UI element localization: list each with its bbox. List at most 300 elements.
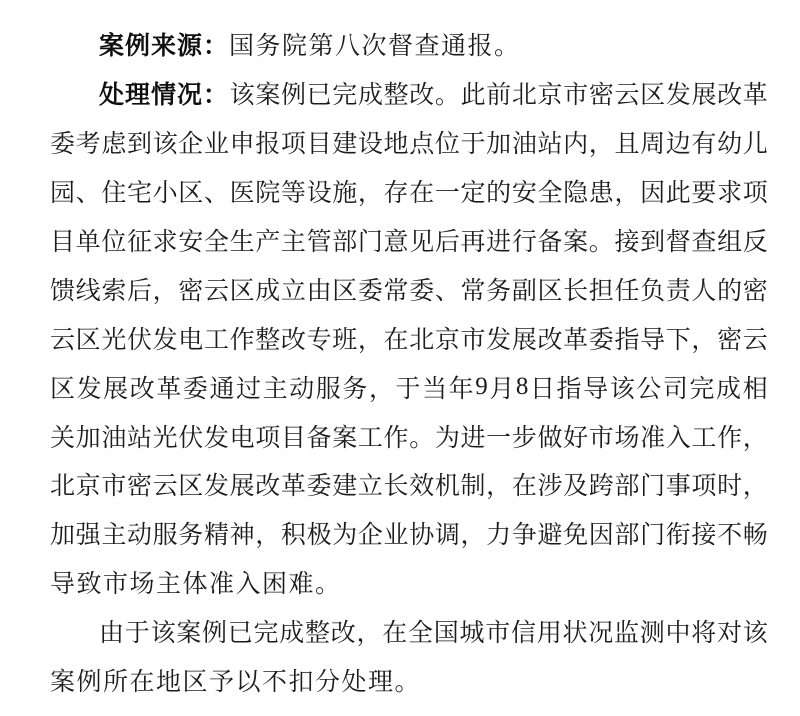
text-char: ， bbox=[742, 473, 768, 501]
text-char: 神 bbox=[229, 522, 255, 550]
text-char: 发 bbox=[203, 424, 229, 452]
text-char: 极 bbox=[306, 522, 332, 550]
text-char: 密 bbox=[588, 82, 614, 110]
text-char: 例 bbox=[280, 82, 306, 110]
text-char: 区 bbox=[75, 326, 101, 354]
text-char: 患 bbox=[588, 180, 614, 208]
text-char: 位 bbox=[434, 131, 460, 159]
text-char: 。 bbox=[588, 229, 614, 256]
text-char: 发 bbox=[486, 326, 512, 354]
text-char: 成 bbox=[279, 620, 305, 648]
text-char: 设 bbox=[357, 131, 383, 159]
text-char: 站 bbox=[537, 131, 563, 159]
text-char: 作 bbox=[229, 326, 255, 354]
text-char: 安 bbox=[511, 180, 537, 208]
text-char: 医 bbox=[229, 180, 255, 208]
paragraph-label: 处理情况： bbox=[99, 81, 230, 110]
text-run: 导致市场主体准入困难。 bbox=[50, 571, 342, 599]
text-char: 9 bbox=[475, 372, 488, 400]
text-char: 电 bbox=[178, 326, 204, 354]
text-char: 主 bbox=[101, 522, 127, 550]
text-char: 全 bbox=[203, 229, 229, 256]
text-char: ， bbox=[614, 180, 640, 208]
text-char: 线 bbox=[75, 277, 101, 305]
text-char: 加 bbox=[50, 522, 76, 550]
text-char: 主 bbox=[280, 229, 306, 256]
text-char: 意 bbox=[383, 229, 409, 256]
text-char: 儿 bbox=[742, 131, 768, 159]
text-char: 在 bbox=[383, 326, 409, 354]
text-char: 该 bbox=[229, 82, 255, 110]
text-char: 跨 bbox=[588, 473, 614, 501]
text-char: 于 bbox=[395, 375, 421, 403]
text-char: 工 bbox=[691, 424, 717, 452]
text-char: 加 bbox=[75, 424, 101, 452]
text-char: 市 bbox=[563, 82, 589, 110]
text-char: 云 bbox=[742, 326, 768, 354]
text-char: 导 bbox=[583, 375, 609, 403]
text-char: 接 bbox=[614, 229, 640, 256]
text-char: 密 bbox=[178, 277, 204, 305]
text-char: 中 bbox=[665, 620, 691, 648]
text-char: 改 bbox=[409, 82, 435, 110]
text-line bbox=[50, 264, 768, 313]
text-char: 再 bbox=[460, 229, 486, 256]
text-char: 电 bbox=[229, 424, 255, 452]
text-char: 求 bbox=[717, 180, 743, 208]
text-char: 区 bbox=[229, 277, 255, 305]
text-char: 成 bbox=[255, 277, 281, 305]
text-char: 负 bbox=[640, 277, 666, 305]
text-char: 积 bbox=[280, 522, 306, 550]
text-char: 申 bbox=[229, 131, 255, 159]
text-char: 事 bbox=[665, 473, 691, 501]
text-char: 专 bbox=[306, 326, 332, 354]
text-char: ， bbox=[368, 375, 394, 403]
text-char: 精 bbox=[203, 522, 229, 550]
text-char: 主 bbox=[262, 375, 288, 403]
text-char: 伏 bbox=[178, 424, 204, 452]
text-char: 将 bbox=[691, 620, 717, 648]
text-char: 工 bbox=[203, 326, 229, 354]
text-char: 北 bbox=[50, 473, 76, 501]
text-char: 、 bbox=[75, 180, 101, 208]
text-char: 班 bbox=[332, 326, 358, 354]
text-char: 光 bbox=[152, 424, 178, 452]
text-char: 考 bbox=[75, 131, 101, 159]
text-char: 、 bbox=[203, 180, 229, 208]
text-char: 位 bbox=[101, 229, 127, 256]
text-char: 作 bbox=[383, 424, 409, 452]
text-char: 业 bbox=[203, 131, 229, 159]
text-line bbox=[50, 656, 768, 705]
text-char: 展 bbox=[103, 375, 129, 403]
text-char: 指 bbox=[556, 375, 582, 403]
text-char: 索 bbox=[101, 277, 127, 305]
text-char: ， bbox=[460, 522, 486, 550]
text-char: 案 bbox=[563, 229, 589, 256]
text-char: 内 bbox=[563, 131, 589, 159]
text-char: 国 bbox=[433, 620, 459, 648]
text-char: 案 bbox=[332, 424, 358, 452]
text-line bbox=[50, 216, 768, 265]
text-char: 成 bbox=[357, 82, 383, 110]
text-char: 常 bbox=[383, 277, 409, 305]
text-char: 边 bbox=[665, 131, 691, 159]
text-line bbox=[50, 362, 768, 411]
text-char: 改 bbox=[537, 326, 563, 354]
text-char: 改 bbox=[717, 82, 743, 110]
text-char: 机 bbox=[434, 473, 460, 501]
text-char: 目 bbox=[50, 229, 76, 256]
text-char: 部 bbox=[614, 522, 640, 550]
text-char: 单 bbox=[75, 229, 101, 256]
text-char: 委 bbox=[588, 326, 614, 354]
text-char: 。 bbox=[409, 424, 435, 452]
text-char: 成 bbox=[716, 375, 742, 403]
text-line bbox=[50, 411, 768, 460]
text-char: 于 bbox=[460, 131, 486, 159]
text-char: 隐 bbox=[563, 180, 589, 208]
text-char: 园 bbox=[50, 180, 76, 208]
text-line bbox=[50, 313, 768, 362]
text-line bbox=[50, 167, 768, 216]
text-char: 区 bbox=[50, 375, 76, 403]
text-char: 场 bbox=[614, 424, 640, 452]
text-char: 革 bbox=[156, 375, 182, 403]
text-char: 存 bbox=[383, 180, 409, 208]
text-char: 企 bbox=[178, 131, 204, 159]
text-char: 后 bbox=[126, 277, 152, 305]
text-line bbox=[50, 509, 768, 558]
text-char: 委 bbox=[357, 277, 383, 305]
text-char: 整 bbox=[255, 326, 281, 354]
text-char: 定 bbox=[460, 180, 486, 208]
text-char: 关 bbox=[50, 424, 76, 452]
text-char: 用 bbox=[536, 620, 562, 648]
text-char: 备 bbox=[306, 424, 332, 452]
text-char: 到 bbox=[640, 229, 666, 256]
text-char: ， bbox=[691, 326, 717, 354]
text-char: 云 bbox=[614, 82, 640, 110]
text-char: 小 bbox=[152, 180, 178, 208]
text-char: 油 bbox=[101, 424, 127, 452]
text-char: 全 bbox=[537, 180, 563, 208]
text-char: 效 bbox=[409, 473, 435, 501]
text-char: 8 bbox=[515, 372, 529, 400]
text-char: 人 bbox=[691, 277, 717, 305]
text-char: 力 bbox=[486, 522, 512, 550]
text-char: 产 bbox=[255, 229, 281, 256]
text-char: 委 bbox=[409, 277, 435, 305]
text-char: 准 bbox=[640, 424, 666, 452]
text-char: 工 bbox=[357, 424, 383, 452]
text-char: 例 bbox=[202, 620, 228, 648]
text-char: ， bbox=[486, 473, 512, 501]
text-char: 委 bbox=[306, 473, 332, 501]
text-char: 避 bbox=[537, 522, 563, 550]
text-char: 因 bbox=[588, 522, 614, 550]
text-char: 务 bbox=[486, 277, 512, 305]
text-char: 报 bbox=[255, 131, 281, 159]
text-char: 案 bbox=[176, 620, 202, 648]
text-char: 测 bbox=[639, 620, 665, 648]
text-char: 云 bbox=[152, 473, 178, 501]
text-char: 由 bbox=[306, 277, 332, 305]
text-char: 全 bbox=[408, 620, 434, 648]
text-char: 行 bbox=[511, 229, 537, 256]
text-char: 建 bbox=[332, 131, 358, 159]
text-char: 责 bbox=[665, 277, 691, 305]
text-char: 征 bbox=[126, 229, 152, 256]
text-char: 业 bbox=[383, 522, 409, 550]
text-line bbox=[50, 607, 768, 656]
text-char: 担 bbox=[588, 277, 614, 305]
paragraph-label: 案例来源： bbox=[99, 32, 230, 61]
text-char: 展 bbox=[691, 82, 717, 110]
text-run: 国务院第八次督查通报。 bbox=[229, 33, 521, 61]
text-char: 日 bbox=[529, 375, 555, 403]
text-char: 京 bbox=[537, 82, 563, 110]
text-char: 城 bbox=[459, 620, 485, 648]
text-char: 要 bbox=[691, 180, 717, 208]
text-char: 已 bbox=[227, 620, 253, 648]
text-char: 委 bbox=[50, 131, 76, 159]
text-char: 为 bbox=[332, 522, 358, 550]
text-char: 此 bbox=[460, 82, 486, 110]
text-char: 涉 bbox=[537, 473, 563, 501]
text-char: 该 bbox=[742, 620, 768, 648]
text-char: 云 bbox=[50, 326, 76, 354]
text-char: 展 bbox=[229, 473, 255, 501]
text-line bbox=[50, 460, 768, 509]
text-char: 委 bbox=[182, 375, 208, 403]
text-char: 企 bbox=[357, 522, 383, 550]
text-char: 生 bbox=[229, 229, 255, 256]
text-char: 做 bbox=[537, 424, 563, 452]
text-char: 制 bbox=[460, 473, 486, 501]
text-char: 协 bbox=[409, 522, 435, 550]
text-char: 发 bbox=[152, 326, 178, 354]
text-char: 通 bbox=[209, 375, 235, 403]
text-char: 到 bbox=[126, 131, 152, 159]
text-char: 进 bbox=[486, 229, 512, 256]
text-char: 司 bbox=[662, 375, 688, 403]
text-line bbox=[50, 20, 768, 69]
text-char: 整 bbox=[383, 82, 409, 110]
text-char: 况 bbox=[588, 620, 614, 648]
text-char: 动 bbox=[289, 375, 315, 403]
text-char: 展 bbox=[511, 326, 537, 354]
text-char: 周 bbox=[640, 131, 666, 159]
text-char: 区 bbox=[332, 277, 358, 305]
text-char: 前 bbox=[486, 82, 512, 110]
text-char: 因 bbox=[640, 180, 666, 208]
text-char: 门 bbox=[357, 229, 383, 256]
text-char: 的 bbox=[717, 277, 743, 305]
text-char: 当 bbox=[422, 375, 448, 403]
text-char: 求 bbox=[152, 229, 178, 256]
text-char: 密 bbox=[717, 326, 743, 354]
text-char: 在 bbox=[382, 620, 408, 648]
text-char: 北 bbox=[409, 326, 435, 354]
text-char: 该 bbox=[150, 620, 176, 648]
text-char: 站 bbox=[126, 424, 152, 452]
text-char: 进 bbox=[460, 424, 486, 452]
text-char: 已 bbox=[306, 82, 332, 110]
text-char: 立 bbox=[357, 473, 383, 501]
text-char: ， bbox=[356, 620, 382, 648]
text-char: 动 bbox=[126, 522, 152, 550]
text-line bbox=[50, 69, 768, 118]
text-char: 改 bbox=[129, 375, 155, 403]
text-char: 公 bbox=[636, 375, 662, 403]
text-char: 时 bbox=[717, 473, 743, 501]
text-char: 组 bbox=[717, 229, 743, 256]
text-char: 院 bbox=[255, 180, 281, 208]
text-char: 区 bbox=[640, 82, 666, 110]
text-char: 虑 bbox=[101, 131, 127, 159]
text-char: 点 bbox=[409, 131, 435, 159]
text-char: 市 bbox=[101, 473, 127, 501]
text-line bbox=[50, 558, 768, 607]
text-char: 后 bbox=[434, 229, 460, 256]
text-char: 为 bbox=[434, 424, 460, 452]
text-char: 完 bbox=[689, 375, 715, 403]
text-char: ， bbox=[357, 326, 383, 354]
text-char: 发 bbox=[203, 473, 229, 501]
text-char: 改 bbox=[255, 473, 281, 501]
text-char: 改 bbox=[330, 620, 356, 648]
text-char: 区 bbox=[178, 473, 204, 501]
text-char: 京 bbox=[75, 473, 101, 501]
text-char: 此 bbox=[665, 180, 691, 208]
text-char: 及 bbox=[563, 473, 589, 501]
text-char: 施 bbox=[332, 180, 358, 208]
text-char: 争 bbox=[511, 522, 537, 550]
text-char: 任 bbox=[614, 277, 640, 305]
text-char: 地 bbox=[383, 131, 409, 159]
text-char: 光 bbox=[101, 326, 127, 354]
text-char: 完 bbox=[332, 82, 358, 110]
text-char: 督 bbox=[665, 229, 691, 256]
text-char: 入 bbox=[665, 424, 691, 452]
text-char: 项 bbox=[691, 473, 717, 501]
text-char: 案 bbox=[255, 82, 281, 110]
text-char: 云 bbox=[203, 277, 229, 305]
text-char: 整 bbox=[305, 620, 331, 648]
text-char: 免 bbox=[563, 522, 589, 550]
text-char: 市 bbox=[485, 620, 511, 648]
text-char: 革 bbox=[280, 473, 306, 501]
text-char: 月 bbox=[489, 375, 515, 403]
text-char: 副 bbox=[511, 277, 537, 305]
text-char: 导 bbox=[640, 326, 666, 354]
text-char: 革 bbox=[563, 326, 589, 354]
text-char: 住 bbox=[101, 180, 127, 208]
text-char: 建 bbox=[332, 473, 358, 501]
text-char: 监 bbox=[614, 620, 640, 648]
text-line bbox=[50, 118, 768, 167]
text-char: 该 bbox=[152, 131, 178, 159]
text-char: 伏 bbox=[126, 326, 152, 354]
text-char: 部 bbox=[332, 229, 358, 256]
text-char: 作 bbox=[717, 424, 743, 452]
text-char: 对 bbox=[717, 620, 743, 648]
text-run: 案例所在地区予以不扣分处理。 bbox=[50, 669, 422, 697]
text-char: 见 bbox=[409, 229, 435, 256]
text-char: 状 bbox=[562, 620, 588, 648]
text-char: 接 bbox=[691, 522, 717, 550]
text-char: 部 bbox=[614, 473, 640, 501]
text-char: 安 bbox=[178, 229, 204, 256]
text-char: 长 bbox=[563, 277, 589, 305]
text-char: 年 bbox=[448, 375, 474, 403]
text-char: ， bbox=[742, 424, 768, 452]
text-char: 。 bbox=[434, 82, 460, 110]
text-char: ， bbox=[588, 131, 614, 159]
text-char: 项 bbox=[280, 131, 306, 159]
text-char: 衔 bbox=[665, 522, 691, 550]
text-char: 市 bbox=[588, 424, 614, 452]
text-char: 于 bbox=[124, 620, 150, 648]
text-char: 北 bbox=[511, 82, 537, 110]
text-char: 目 bbox=[306, 131, 332, 159]
text-char: 馈 bbox=[50, 277, 76, 305]
text-char: ， bbox=[255, 522, 281, 550]
text-char: 指 bbox=[614, 326, 640, 354]
text-char: 区 bbox=[537, 277, 563, 305]
text-char: 改 bbox=[280, 326, 306, 354]
text-char: 在 bbox=[511, 473, 537, 501]
text-char: 查 bbox=[691, 229, 717, 256]
text-char: 步 bbox=[511, 424, 537, 452]
text-char: 由 bbox=[99, 620, 125, 648]
text-char: 设 bbox=[306, 180, 332, 208]
text-char: 市 bbox=[460, 326, 486, 354]
text-char: 一 bbox=[486, 424, 512, 452]
text-char: 有 bbox=[691, 131, 717, 159]
text-char: 备 bbox=[537, 229, 563, 256]
text-char: 等 bbox=[280, 180, 306, 208]
text-char: 的 bbox=[486, 180, 512, 208]
text-char: 门 bbox=[640, 473, 666, 501]
text-char: 革 bbox=[742, 82, 768, 110]
text-char: 畅 bbox=[742, 522, 768, 550]
text-char: 加 bbox=[486, 131, 512, 159]
text-char: 在 bbox=[409, 180, 435, 208]
text-char: 密 bbox=[126, 473, 152, 501]
text-char: 服 bbox=[152, 522, 178, 550]
text-char: 下 bbox=[665, 326, 691, 354]
text-char: 项 bbox=[255, 424, 281, 452]
text-char: 一 bbox=[434, 180, 460, 208]
text-char: 目 bbox=[280, 424, 306, 452]
text-char: 长 bbox=[383, 473, 409, 501]
text-char: 幼 bbox=[717, 131, 743, 159]
text-char: 项 bbox=[742, 180, 768, 208]
text-char: 过 bbox=[236, 375, 262, 403]
text-char: 、 bbox=[434, 277, 460, 305]
text-char: 且 bbox=[614, 131, 640, 159]
text-char: 油 bbox=[511, 131, 537, 159]
text-char: 门 bbox=[640, 522, 666, 550]
text-char: 密 bbox=[742, 277, 768, 305]
text-char: 服 bbox=[315, 375, 341, 403]
text-char: 强 bbox=[75, 522, 101, 550]
text-char: 不 bbox=[717, 522, 743, 550]
text-char: 务 bbox=[178, 522, 204, 550]
